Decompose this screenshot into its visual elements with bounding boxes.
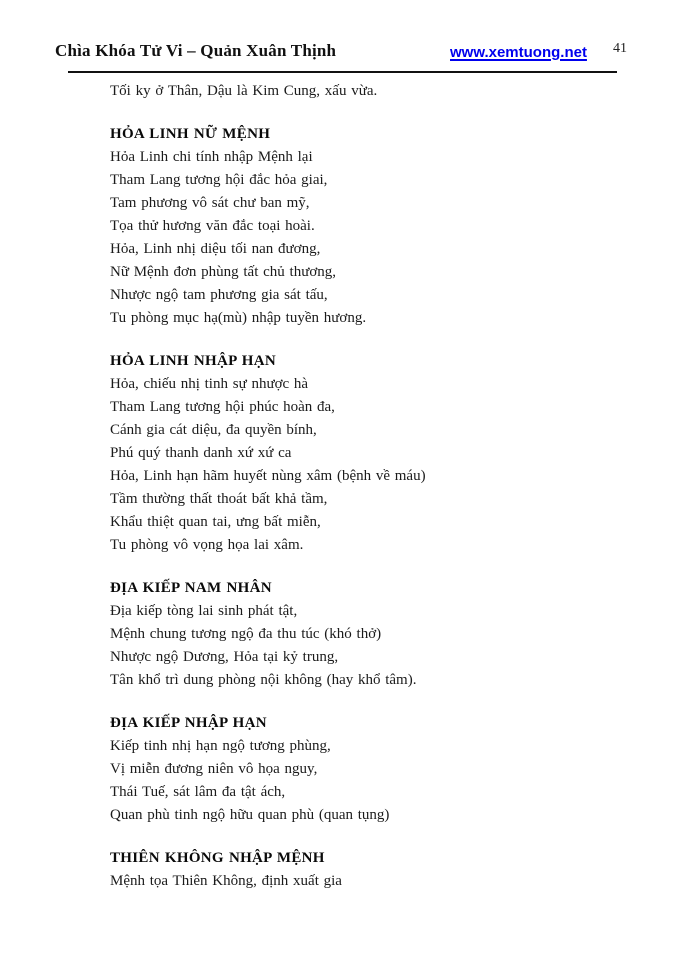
- section-heading: THIÊN KHÔNG NHẬP MỆNH: [110, 850, 325, 866]
- verse-line: Nhược ngộ tam phương gia sát tấu,: [110, 287, 328, 303]
- section-hoa-linh-nhap-han: [110, 350, 650, 557]
- verse-line: Tọa thử hương văn đắc toại hoài.: [110, 218, 315, 234]
- verse-line: Vị miễn đương niên vô họa nguy,: [110, 761, 318, 777]
- verse-line: Hỏa Linh chi tính nhập Mệnh lại: [110, 149, 313, 165]
- section-heading: HỎA LINH NỮ MỆNH: [110, 126, 271, 142]
- section-heading: ĐỊA KIẾP NAM NHÂN: [110, 580, 272, 596]
- verse-line: Tham Lang tương hội đắc hỏa giai,: [110, 172, 328, 188]
- verse-line: Thái Tuế, sát lâm đa tật ách,: [110, 784, 286, 800]
- book-title: Chìa Khóa Tử Vi – Quản Xuân Thịnh: [55, 41, 337, 60]
- verse-line: Cánh gia cát diệu, đa quyền bính,: [110, 422, 317, 438]
- section-dia-kiep-nam-nhan: [110, 577, 650, 692]
- verse-line: Nữ Mệnh đơn phùng tất chủ thương,: [110, 264, 337, 280]
- verse-line: Mệnh chung tương ngộ đa thu túc (khó thở): [110, 626, 382, 642]
- page-content: [110, 80, 650, 893]
- verse-line: Mệnh tọa Thiên Không, định xuất gia: [110, 873, 342, 889]
- header-divider: [68, 71, 617, 73]
- website-link[interactable]: www.xemtuong.net: [450, 44, 587, 61]
- verse-line: Tân khổ trì dung phòng nội không (hay khổ tâm).: [110, 672, 417, 688]
- verse-line: Nhược ngộ Dương, Hỏa tại kỷ trung,: [110, 649, 339, 665]
- section-hoa-linh-nu-menh: [110, 123, 650, 330]
- verse-line: Phú quý thanh danh xứ xứ ca: [110, 445, 292, 461]
- page-number: 41: [613, 41, 627, 56]
- verse-line: Tam phương vô sát chư ban mỹ,: [110, 195, 310, 211]
- verse-line: Hỏa, Linh hạn hãm huyết nùng xâm (bệnh về máu): [110, 468, 426, 484]
- verse-line: Hỏa, Linh nhị diệu tối nan đương,: [110, 241, 321, 257]
- section-heading: ĐỊA KIẾP NHẬP HẠN: [110, 715, 267, 731]
- verse-line: Địa kiếp tòng lai sinh phát tật,: [110, 603, 298, 619]
- verse-line: Hỏa, chiếu nhị tinh sự nhược hà: [110, 376, 309, 392]
- section-thien-khong-nhap-menh: [110, 847, 650, 893]
- intro-line: Tối ky ở Thân, Dậu là Kim Cung, xấu vừa.: [110, 83, 378, 99]
- verse-line: Kiếp tinh nhị hạn ngộ tương phùng,: [110, 738, 331, 754]
- section-heading: HỎA LINH NHẬP HẠN: [110, 353, 277, 369]
- verse-line: Khẩu thiệt quan tai, ưng bất miễn,: [110, 514, 321, 530]
- verse-line: Tham Lang tương hội phúc hoàn đa,: [110, 399, 335, 415]
- verse-line: Tu phòng mục hạ(mù) nhập tuyền hương.: [110, 310, 367, 326]
- verse-line: Tu phòng vô vọng họa lai xâm.: [110, 537, 304, 553]
- verse-line: Quan phù tinh ngộ hữu quan phù (quan tụng): [110, 807, 390, 823]
- section-dia-kiep-nhap-han: [110, 712, 650, 827]
- verse-line: Tầm thường thất thoát bất khả tầm,: [110, 491, 328, 507]
